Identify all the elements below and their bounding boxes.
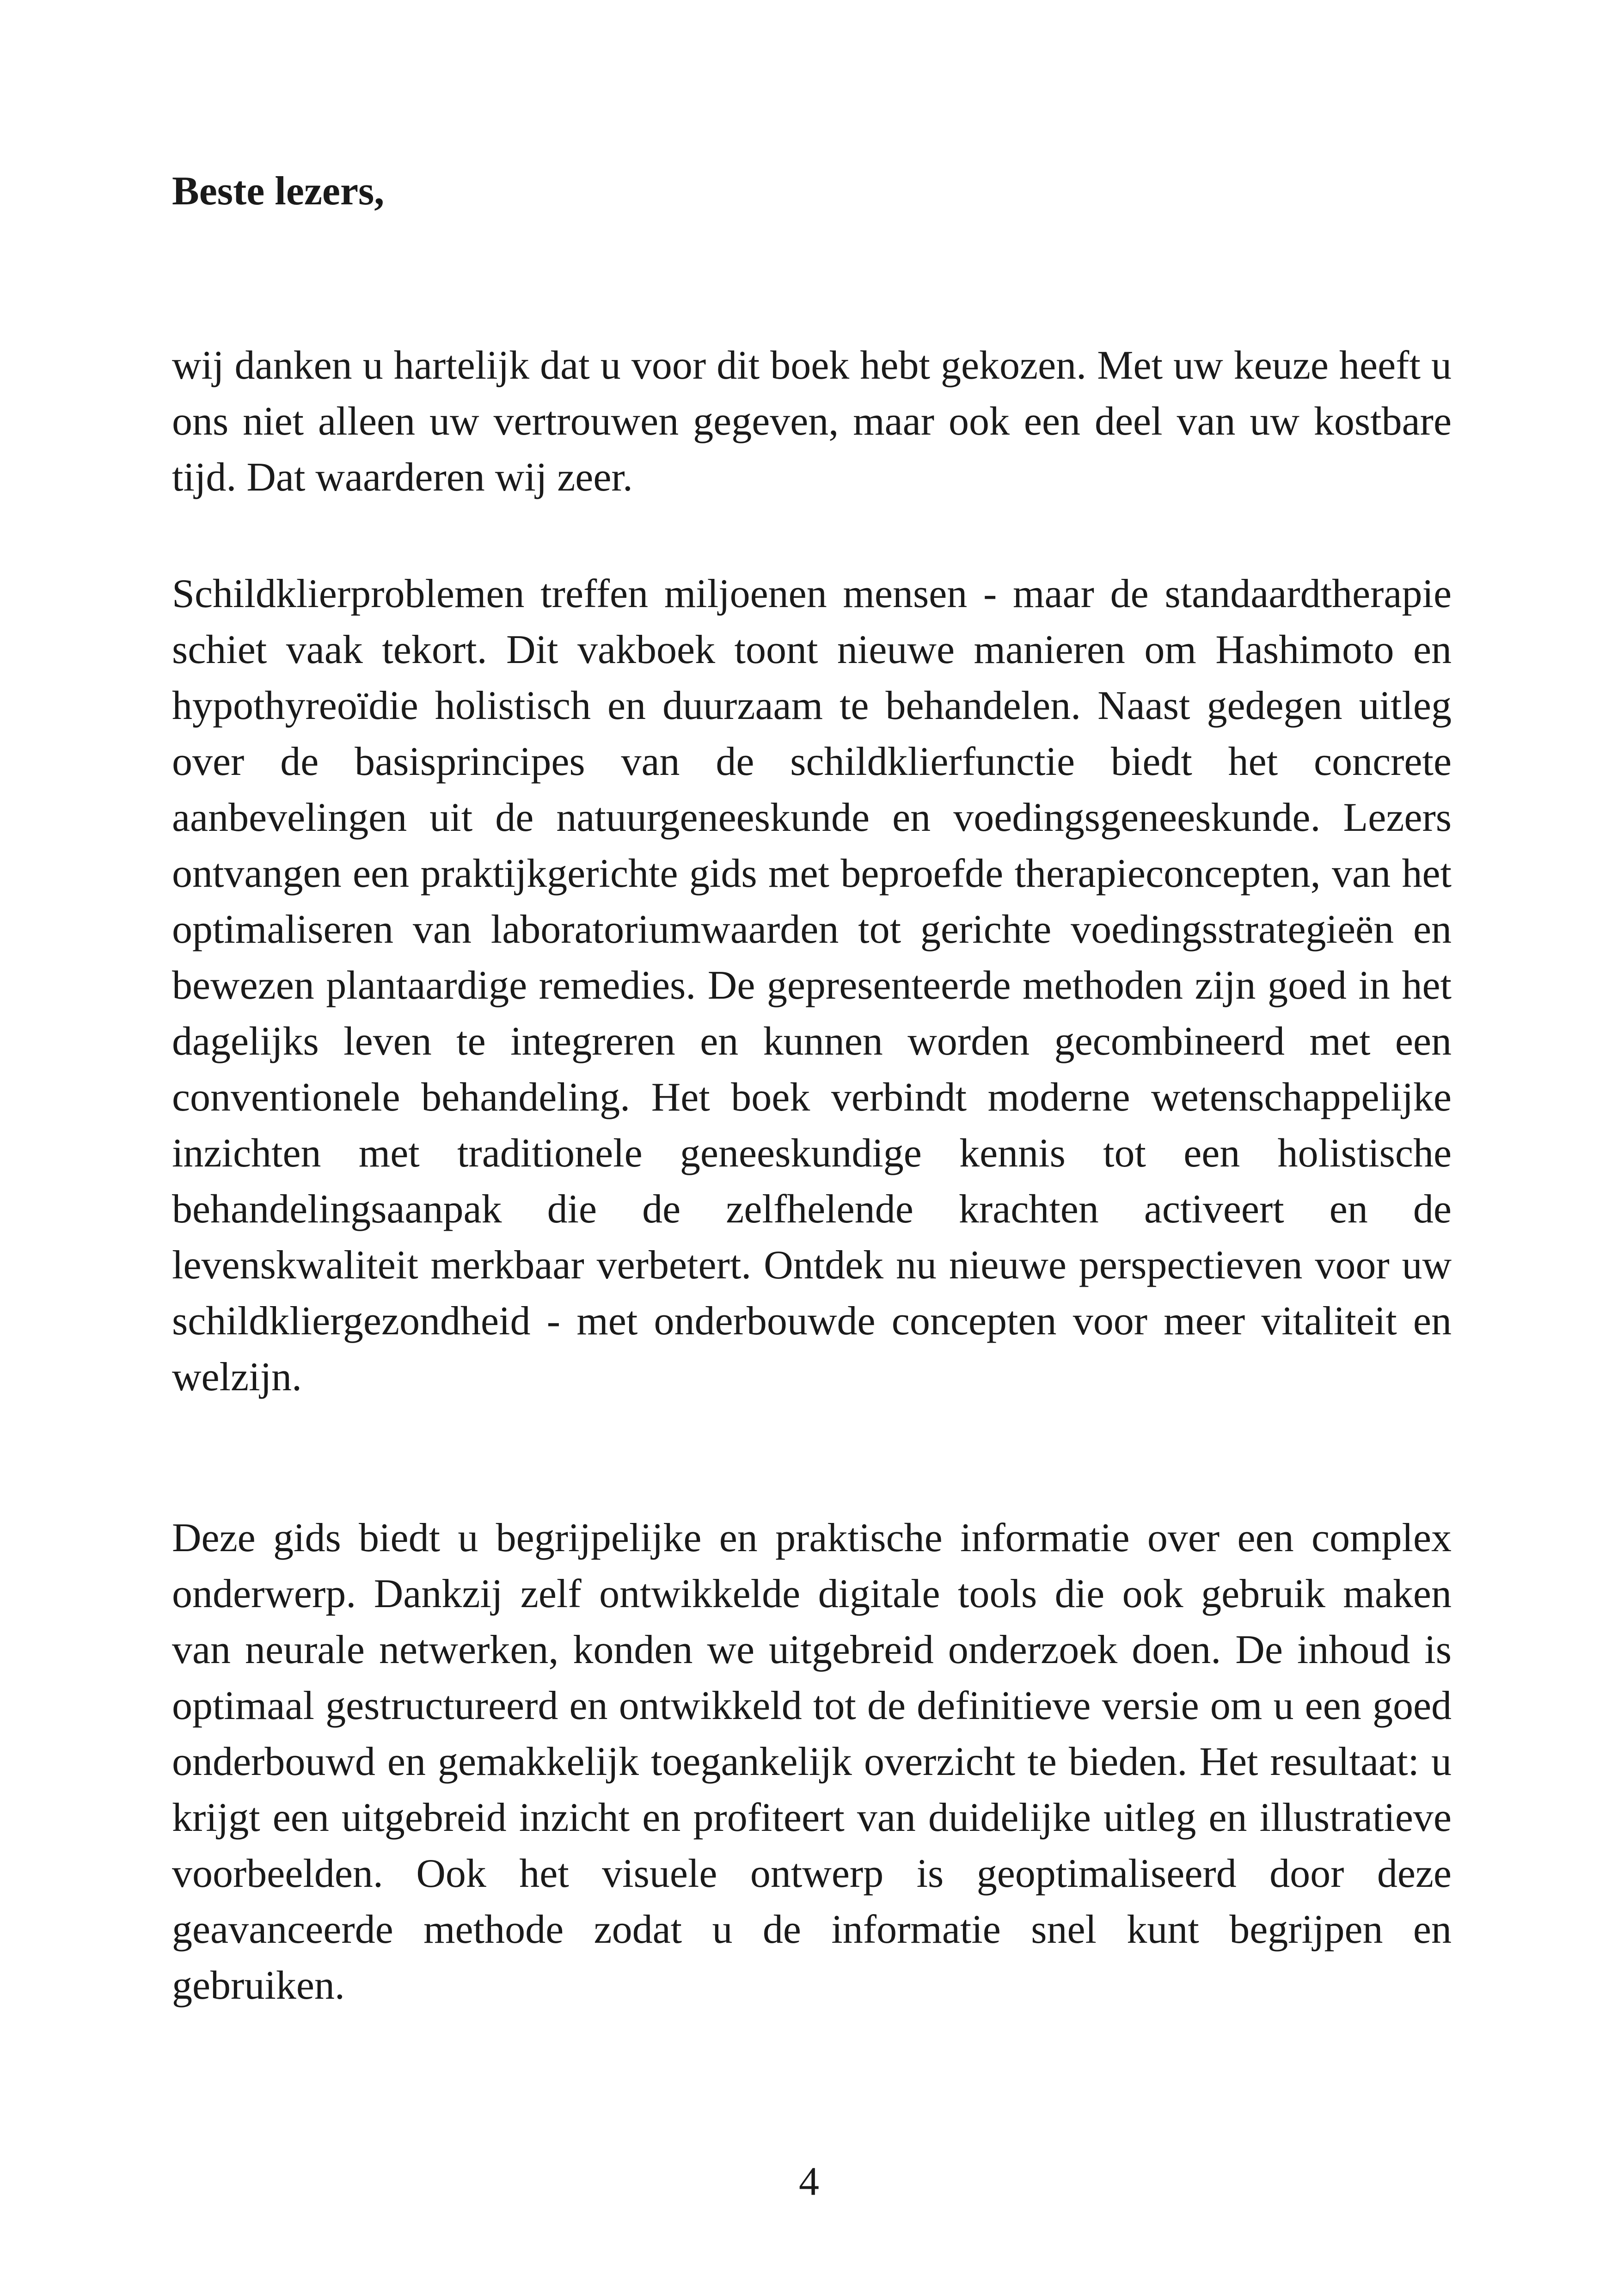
paragraph-book-description: Schildklierproblemen treffen miljoenen mensen - maar de standaardtherapie schiet vaak tekort. Dit vakboek toont nieuwe manieren om Hashimoto en hypothyreoïdie holistisch en duurzaam te behandelen. Naast gedegen uitleg over de basisprincipes van de schildklierfunctie biedt het concrete aanbevelingen uit de natuurgeneeskunde en voedingsgeneeskunde. Lezers ontvangen een praktijkgerichte gids met beproefde therapieconcepten, van het optimaliseren van laboratoriumwaarden tot gerichte voedingsstrategieën en bewezen plantaardige remedies. De gepresenteerde methoden zijn goed in het dagelijks leven te integreren en kunnen worden gecombineerd met een conventionele behandeling. Het boek verbindt moderne wetenschappelijke inzichten met traditionele geneeskundige kennis tot een holistische behandelingsaanpak die de zelfhelende krachten activeert en de levenskwaliteit merkbaar verbetert. Ontdek nu nieuwe perspectieven voor uw schildkliergezondheid - met onderbouwde concepten voor meer vitaliteit en welzijn.: [172, 571, 1452, 1400]
greeting-heading: Beste lezers,: [172, 169, 385, 214]
paragraph-guide-info: Deze gids biedt u begrijpelijke en praktische informatie over een complex onderwerp. Dankzij zelf ontwikkelde digitale tools die ook gebruik maken van neurale netwerken, konden we uitgebreid onderzoek doen. De inhoud is optimaal gestructureerd en ontwikkeld tot de definitieve versie om u een goed onderbouwd en gemakkelijk toegankelijk overzicht te bieden. Het resultaat: u krijgt een uitgebreid inzicht en profiteert van duidelijke uitleg en illustratieve voorbeelden. Ook het visuele ontwerp is geoptimaliseerd door deze geavanceerde methode zodat u de informatie snel kunt begrijpen en gebruiken.: [172, 1516, 1452, 2008]
paragraph-thanks: wij danken u hartelijk dat u voor dit boek hebt gekozen. Met uw keuze heeft u ons niet alleen uw vertrouwen gegeven, maar ook een deel van uw kostbare tijd. Dat waarderen wij zeer.: [172, 343, 1452, 500]
page-number: 4: [799, 2159, 819, 2204]
